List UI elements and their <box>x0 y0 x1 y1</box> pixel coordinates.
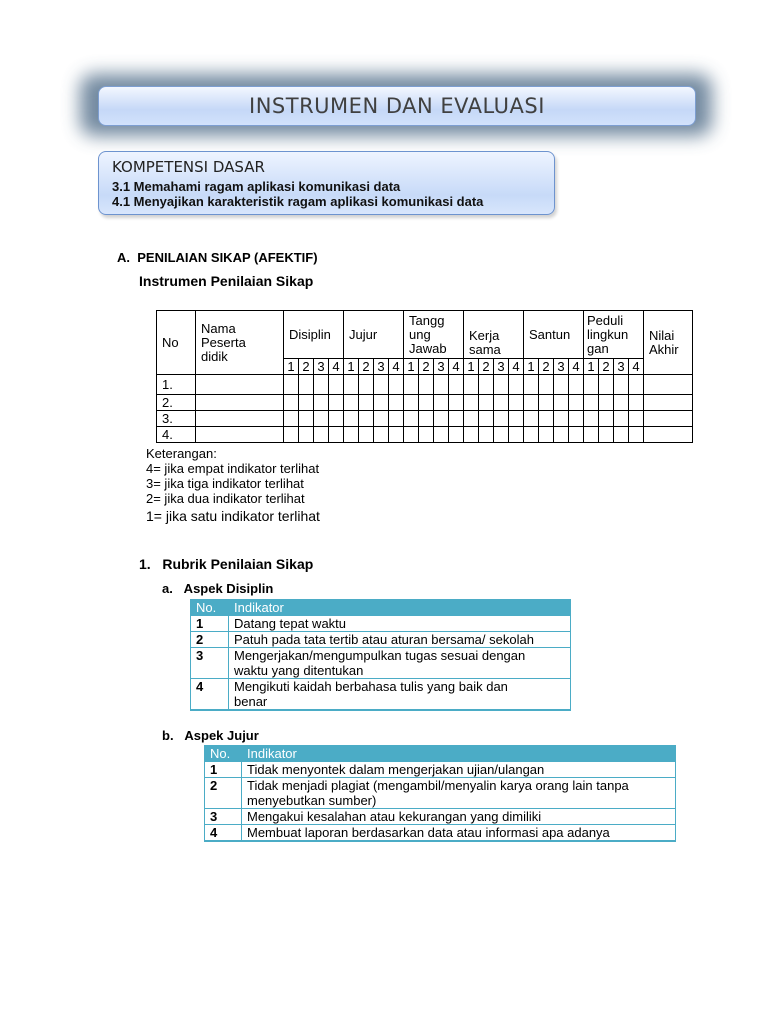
kompetensi-item-2: 4.1 Menyajikan karakteristik ragam aplikasi komunikasi data <box>112 194 484 209</box>
score-jujur-4: 4 <box>389 359 404 375</box>
row-number: 2. <box>157 395 196 411</box>
score-jujur-3: 3 <box>374 359 389 375</box>
row-number: 1 <box>191 616 229 632</box>
score-santun-2: 2 <box>539 359 554 375</box>
jujur-heading: b. Aspek Jujur <box>162 728 259 743</box>
col-nama: Nama Peserta didik <box>196 311 284 375</box>
row-number: 2 <box>205 778 242 809</box>
row-number: 1. <box>157 375 196 395</box>
table-row <box>191 648 571 679</box>
score-santun-4: 4 <box>569 359 584 375</box>
table-row <box>191 679 571 711</box>
col-indikator-header: Indikator <box>229 600 571 616</box>
score-kerja-sama-2: 2 <box>479 359 494 375</box>
table-row <box>205 809 676 825</box>
row-number: 1 <box>205 762 242 778</box>
keterangan-item: 3= jika tiga indikator terlihat <box>146 476 304 491</box>
row-number: 2 <box>191 632 229 648</box>
kompetensi-dasar-box <box>98 151 555 215</box>
table-row <box>157 411 693 427</box>
disiplin-header-row <box>191 600 571 616</box>
col-disiplin: Disiplin <box>284 311 344 359</box>
keterangan-item: 2= jika dua indikator terlihat <box>146 491 305 506</box>
row-number: 3 <box>191 648 229 679</box>
sikap-table <box>156 310 693 443</box>
score-kerja-sama-1: 1 <box>464 359 479 375</box>
indikator-text: Patuh pada tata tertib atau aturan bersama/ sekolah <box>229 632 571 648</box>
score-peduli-2: 2 <box>599 359 614 375</box>
score-peduli-1: 1 <box>584 359 599 375</box>
kompetensi-title: KOMPETENSI DASAR <box>112 158 265 176</box>
title-banner <box>98 86 696 126</box>
rubrik-heading: 1. Rubrik Penilaian Sikap <box>139 556 314 572</box>
col-jujur: Jujur <box>344 311 404 359</box>
score-peduli-3: 3 <box>614 359 629 375</box>
section-a-heading: A. PENILAIAN SIKAP (AFEKTIF) <box>117 250 318 265</box>
score-disiplin-4: 4 <box>329 359 344 375</box>
table-row <box>205 762 676 778</box>
table-row <box>205 778 676 809</box>
table-row <box>191 616 571 632</box>
indikator-text: Mengerjakan/mengumpulkan tugas sesuai dengan waktu yang ditentukan <box>229 648 571 679</box>
score-kerja-sama-4: 4 <box>509 359 524 375</box>
score-santun-3: 3 <box>554 359 569 375</box>
score-disiplin-3: 3 <box>314 359 329 375</box>
score-tanggung-jawab-4: 4 <box>449 359 464 375</box>
page-title: INSTRUMEN DAN EVALUASI <box>249 94 545 118</box>
score-disiplin-2: 2 <box>299 359 314 375</box>
score-peduli-4: 4 <box>629 359 644 375</box>
col-no-header: No. <box>205 746 242 762</box>
score-jujur-2: 2 <box>359 359 374 375</box>
col-indikator-header: Indikator <box>242 746 676 762</box>
col-kerja-sama: Kerja sama <box>464 311 524 359</box>
row-number: 3. <box>157 411 196 427</box>
disiplin-heading: a. Aspek Disiplin <box>162 581 274 596</box>
col-peduli-lingkungan: Peduli lingkun gan <box>584 311 644 359</box>
score-tanggung-jawab-2: 2 <box>419 359 434 375</box>
indikator-text: Membuat laporan berdasarkan data atau informasi apa adanya <box>242 825 676 842</box>
table-row <box>157 375 693 395</box>
indikator-text: Mengakui kesalahan atau kekurangan yang dimiliki <box>242 809 676 825</box>
indikator-text: Tidak menyontek dalam mengerjakan ujian/ulangan <box>242 762 676 778</box>
keterangan-label: Keterangan: <box>146 446 217 461</box>
score-tanggung-jawab-1: 1 <box>404 359 419 375</box>
jujur-header-row <box>205 746 676 762</box>
col-nilai-akhir: Nilai Akhir <box>644 311 693 375</box>
col-no-header: No. <box>191 600 229 616</box>
table-row <box>191 632 571 648</box>
indikator-text: Datang tepat waktu <box>229 616 571 632</box>
row-number: 3 <box>205 809 242 825</box>
table-row <box>157 395 693 411</box>
table-row <box>205 825 676 842</box>
score-jujur-1: 1 <box>344 359 359 375</box>
indikator-text: Tidak menjadi plagiat (mengambil/menyalin karya orang lain tanpa menyebutkan sumber) <box>242 778 676 809</box>
row-number: 4. <box>157 427 196 443</box>
col-no: No <box>157 311 196 375</box>
jujur-table <box>204 745 676 842</box>
kompetensi-item-1: 3.1 Memahami ragam aplikasi komunikasi data <box>112 179 401 194</box>
col-santun: Santun <box>524 311 584 359</box>
score-disiplin-1: 1 <box>284 359 299 375</box>
col-tanggung-jawab: Tangg ung Jawab <box>404 311 464 359</box>
indikator-text: Mengikuti kaidah berbahasa tulis yang baik dan benar <box>229 679 571 711</box>
row-number: 4 <box>191 679 229 711</box>
table-row <box>157 427 693 443</box>
keterangan-item: 4= jika empat indikator terlihat <box>146 461 320 476</box>
disiplin-table <box>190 599 571 711</box>
section-a-subheading: Instrumen Penilaian Sikap <box>139 273 314 289</box>
score-kerja-sama-3: 3 <box>494 359 509 375</box>
sikap-header-row <box>157 311 693 359</box>
score-tanggung-jawab-3: 3 <box>434 359 449 375</box>
row-number: 4 <box>205 825 242 842</box>
keterangan-item: 1= jika satu indikator terlihat <box>146 508 320 524</box>
score-santun-1: 1 <box>524 359 539 375</box>
